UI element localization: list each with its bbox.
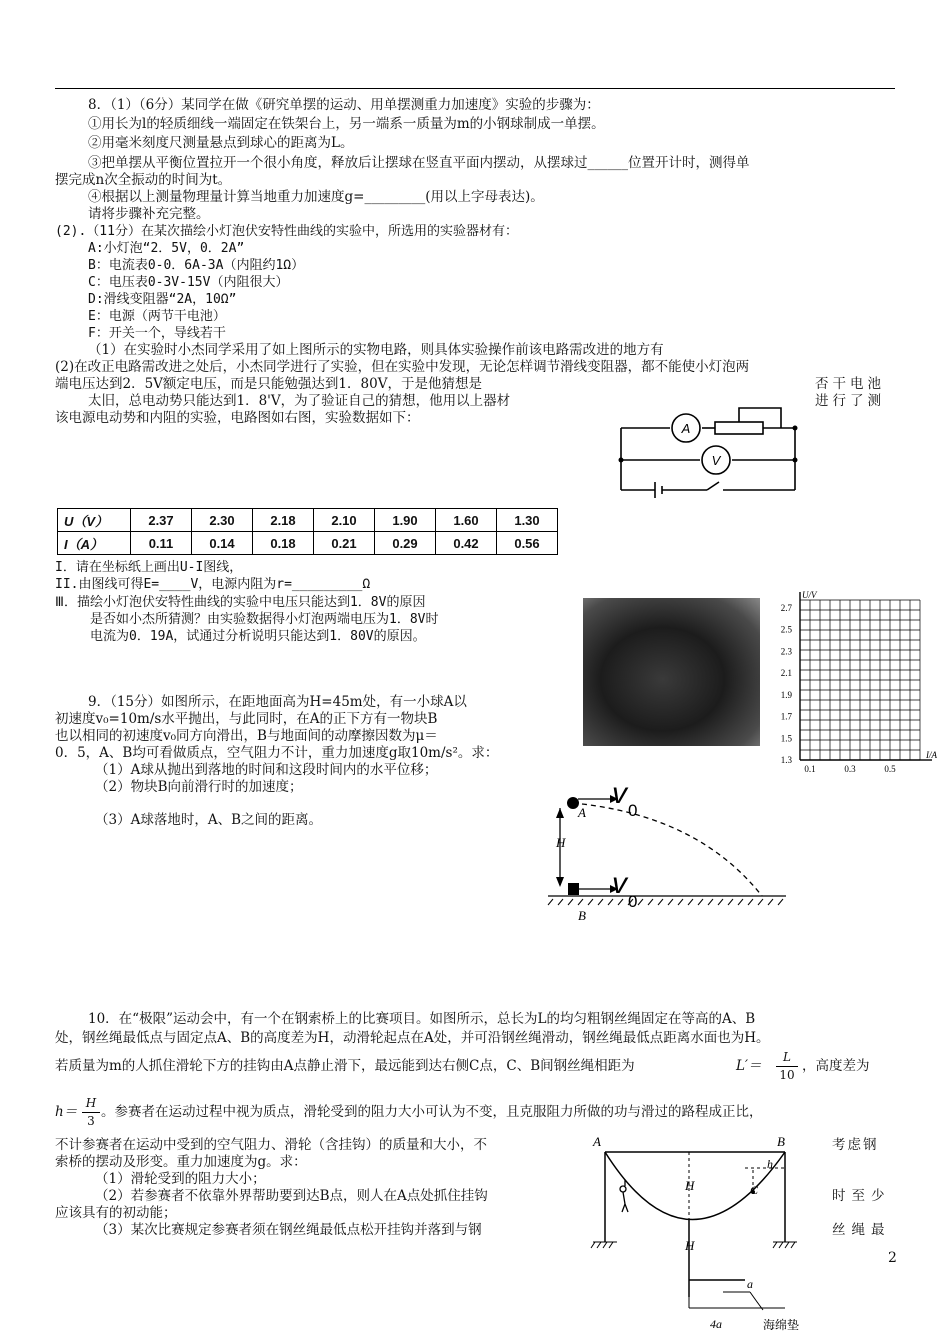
y-tick-label: 1.5 — [780, 733, 792, 744]
q10-line5: 不计参赛者在运动中受到的空气阻力、滑轮（含挂钩）的质量和大小，不 — [55, 1137, 487, 1153]
u-cell: 2.30 — [192, 509, 253, 532]
q10-line6: 索桥的摆动及形变。重力加速度为g。求： — [55, 1154, 307, 1170]
q8-step3a: ③把单摆从平衡位置拉开一个很小角度，释放后让摆球在竖直平面内摆动，从摆球过______位置开计时，测得单 — [88, 155, 750, 171]
q9-line2: 初速度v₀=10m/s水平抛出，与此同时，在A的正下方有一物块B — [55, 711, 438, 727]
person-icon — [620, 1180, 628, 1212]
i-header: I（A） — [58, 532, 131, 555]
block-b-icon — [568, 883, 579, 895]
cable-bridge-figure — [585, 1132, 825, 1344]
q9-line3: 也以相同的初速度v₀同方向滑出，B与地面间的动摩擦因数为μ＝ — [55, 728, 438, 744]
q8-step1: ①用长为l的轻质细线一端固定在铁架台上，另一端系一质量为m的小钢球制成一单摆。 — [88, 116, 605, 132]
q8-part2-title: (2).（11分）在某次描绘小灯泡伏安特性曲线的实验中，所选用的实验器材有： — [55, 224, 518, 239]
fraction-h: h＝ H 3 — [55, 1095, 103, 1129]
equip-b: B：电流表0-0．6A-3A（内阻约1Ω） — [88, 258, 305, 273]
u-cell: 1.30 — [497, 509, 558, 532]
q10-line3a: 若质量为m的人抓住滑轮下方的挂钩由A点静止滑下，最远能到达右侧C点，C、B间钢丝绳相距为 — [55, 1058, 635, 1074]
i-cell: 0.18 — [253, 532, 314, 555]
q10-q3a: （3）某次比赛规定参赛者须在钢丝绳最低点松开挂钩并落到与钢 — [95, 1222, 482, 1238]
u-cell: 2.10 — [314, 509, 375, 532]
q10-q2a: （2）若参赛者不依靠外界帮助要到达B点，则人在A点处抓住挂钩 — [95, 1188, 488, 1204]
q8-step2: ②用毫米刻度尺测量悬点到球心的距离为L。 — [88, 135, 354, 151]
svg-text:A: A — [578, 805, 586, 820]
q10-line1: 10．在“极限”运动会中，有一个在钢索桥上的比赛项目。如图所示，总长为L的均匀粗钢丝绳固定在等高的A、B — [88, 1011, 756, 1027]
q8-step5: 请将步骤补充完整。 — [88, 206, 210, 222]
lamp-photo — [583, 598, 760, 746]
header-rule — [55, 88, 895, 89]
i-cell: 0.11 — [131, 532, 192, 555]
q10-line3b: ，高度差为 — [802, 1058, 870, 1074]
req3b: 是否如小杰所猜测？由实验数据得小灯泡两端电压为1．8V时 — [90, 612, 439, 627]
y-tick-label: 1.9 — [780, 689, 792, 700]
svg-text:H: H — [556, 835, 566, 850]
circuit-diagram — [615, 398, 805, 498]
q10-line5b: 考虑钢 — [832, 1137, 879, 1153]
i-cell: 0.56 — [497, 532, 558, 555]
svg-text:h: h — [767, 1157, 773, 1171]
y-tick-label: 1.3 — [780, 755, 792, 765]
svg-text:海绵垫: 海绵垫 — [763, 1318, 800, 1332]
q8-step4: ④根据以上测量物理量计算当地重力加速度g=_________(用以上字母表达)。 — [88, 189, 544, 205]
y-tick-label: 2.3 — [780, 646, 792, 657]
projectile-figure — [548, 775, 798, 925]
q10-q3b: 丝绳最 — [832, 1222, 891, 1238]
x-tick-label: 0.1 — [804, 764, 816, 774]
q10-line4: 。参赛者在运动过程中视为质点，滑轮受到的阻力大小可认为不变，且克服阻力所做的功与滑过的路程成正比， — [101, 1104, 763, 1120]
u-cell: 1.90 — [375, 509, 436, 532]
req2: II.由图线可得E=____V，电源内阻为r=_________Ω — [55, 577, 371, 592]
q9-q2: （2）物块B向前滑行时的加速度； — [95, 779, 303, 795]
ammeter-label: A — [681, 421, 691, 436]
i-cell: 0.29 — [375, 532, 436, 555]
y-tick-label: 2.5 — [780, 624, 792, 635]
equip-d: D:滑线变阻器“2A，10Ω” — [88, 292, 237, 307]
req3a: Ⅲ．描绘小灯泡伏安特性曲线的实验中电压只能达到1．8V的原因 — [55, 595, 426, 610]
q8-item2c: 太旧，总电动势只能达到1．8'V，为了验证自己的猜想，他用以上器材 — [88, 393, 511, 409]
svg-text:A: A — [593, 1134, 601, 1149]
y-axis-label: U/V — [802, 590, 817, 600]
table-row-i — [58, 532, 558, 555]
y-tick-label: 2.7 — [780, 603, 792, 613]
q10-q2c: 应该具有的初动能； — [55, 1205, 177, 1221]
q8-item2b: 端电压达到2．5V额定电压，而是只能勉强达到1．80V，于是他猜想是 — [55, 376, 482, 392]
q8-item2d: 该电源电动势和内阻的实验，电路图如右图，实验数据如下： — [55, 410, 420, 426]
i-cell: 0.21 — [314, 532, 375, 555]
svg-text:v: v — [612, 867, 627, 900]
q10-q1: （1）滑轮受到的阻力大小； — [95, 1171, 266, 1187]
svg-text:0: 0 — [628, 892, 638, 911]
x-tick-label: 0.3 — [844, 764, 856, 774]
q8-item2a: (2)在改正电路需改进之处后，小杰同学进行了实验，但在实验中发现，无论怎样调节滑线变阻器，都不能使小灯泡两 — [55, 359, 750, 375]
q10-q2b: 时至少 — [832, 1188, 891, 1204]
i-cell: 0.42 — [436, 532, 497, 555]
q10-line2: 处，钢丝绳最低点与固定点A、B的高度差为H，动滑轮起点在A处，并可沿钢丝绳滑动，钢丝绳最低点距离水面也为H。 — [55, 1030, 770, 1046]
equip-a: A:小灯泡“2．5V，0．2A” — [88, 241, 245, 256]
q8-item2c-right: 进行了测 — [815, 393, 885, 409]
page-number: 2 — [888, 1250, 897, 1266]
q9-q3: （3）A球落地时，A、B之间的距离。 — [95, 812, 323, 828]
svg-text:v: v — [612, 777, 627, 810]
svg-text:C: C — [750, 1183, 759, 1197]
svg-text:4a: 4a — [710, 1317, 722, 1331]
x-axis-label: I/A — [926, 750, 937, 760]
y-tick-label: 2.1 — [780, 668, 792, 679]
q9-line1: 9．（15分）如图所示，在距地面高为H=45m处，有一小球A以 — [88, 694, 467, 710]
svg-text:H: H — [685, 1178, 695, 1193]
data-table — [57, 508, 558, 555]
equip-f: F：开关一个，导线若干 — [88, 326, 226, 341]
equip-e: E：电源（两节干电池） — [88, 309, 226, 324]
equip-c: C：电压表0-3V-15V（内阻很大） — [88, 275, 289, 290]
u-header: U（V） — [58, 509, 131, 532]
q8-title: 8．（1）（6分）某同学在做《研究单摆的运动、用单摆测重力加速度》实验的步骤为： — [88, 97, 600, 113]
u-cell: 1.60 — [436, 509, 497, 532]
u-cell: 2.18 — [253, 509, 314, 532]
svg-text:B: B — [777, 1134, 785, 1149]
u-cell: 2.37 — [131, 509, 192, 532]
x-tick-label: 0.5 — [884, 764, 896, 774]
svg-text:a: a — [747, 1277, 753, 1291]
svg-text:0: 0 — [628, 801, 638, 820]
svg-text:H: H — [685, 1238, 695, 1253]
i-cell: 0.14 — [192, 532, 253, 555]
req1: I．请在坐标纸上画出U-I图线， — [55, 560, 243, 575]
req3c: 电流为0．19A，试通过分析说明只能达到1．80V的原因。 — [90, 629, 426, 644]
q8-item1: （1）在实验时小杰同学采用了如上图所示的实物电路，则具体实验操作前该电路需改进的地方有 — [88, 342, 664, 358]
q8-item2b-right: 否干电池 — [815, 376, 885, 392]
y-tick-label: 1.7 — [780, 711, 792, 722]
q9-q1: （1）A球从抛出到落地的时间和这段时间内的水平位移； — [95, 762, 438, 778]
svg-text:B: B — [578, 908, 586, 923]
q8-step3b: 摆完成n次全振动的时间为t。 — [55, 172, 232, 188]
table-row-u — [58, 509, 558, 532]
ui-graph-paper — [762, 588, 942, 778]
q9-line4: 0．5，A、B均可看做质点，空气阻力不计，重力加速度g取10m/s²。求： — [55, 745, 499, 761]
voltmeter-label: V — [711, 453, 721, 468]
